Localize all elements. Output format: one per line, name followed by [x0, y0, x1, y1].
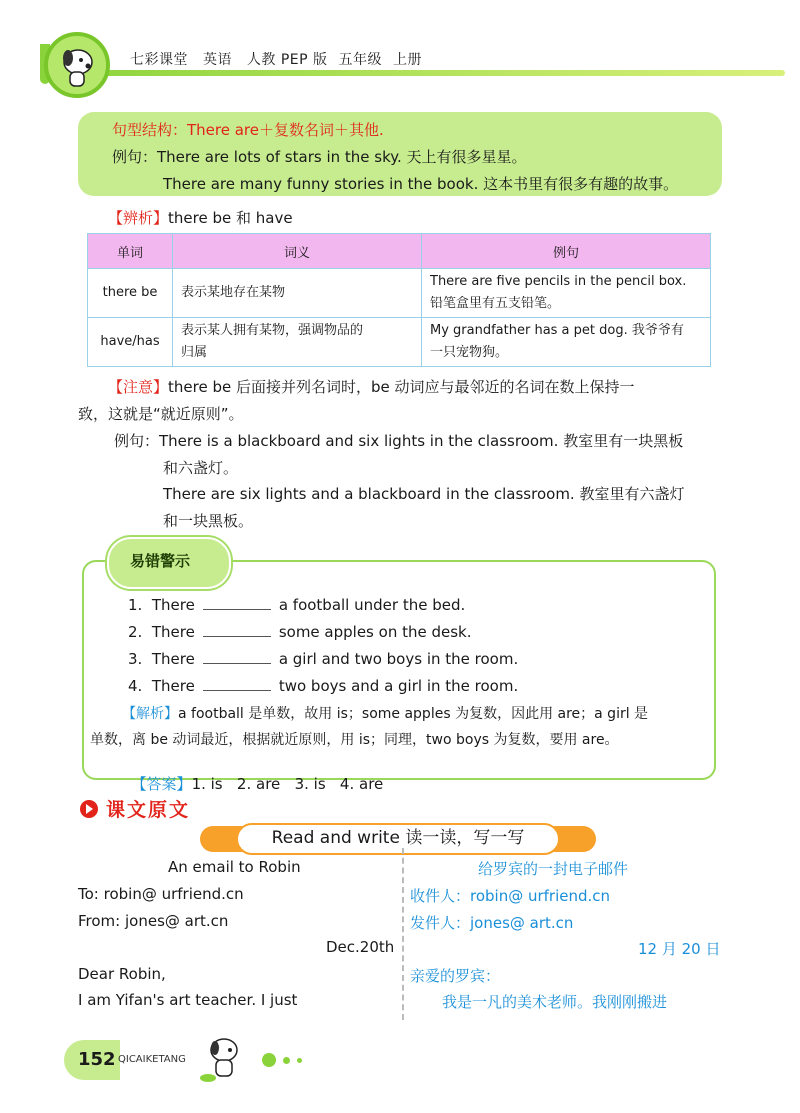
email-body-cn: 我是一凡的美术老师。我刚刚搬进 — [442, 993, 668, 1011]
header-grade: 五年级 — [338, 52, 382, 68]
table-cell-word: have/has — [88, 318, 173, 367]
analysis-line-1: 【解析】a football 是单数，故用 is；some apples 为复数，因此用 are；a girl 是 — [122, 706, 649, 722]
answer-blank — [203, 676, 271, 691]
note-example-2-cont: 和一块黑板。 — [163, 512, 254, 530]
note-label: 【注意】 — [108, 378, 169, 396]
dog-painting-icon — [196, 1030, 252, 1086]
note-example-2: There are six lights and a blackboard in the classroom. 教室里有六盏灯 — [163, 485, 685, 503]
pattern-example-1: 例句：There are lots of stars in the sky. 天上有很多星星。 — [112, 148, 527, 166]
table-header-word: 单词 — [88, 234, 173, 269]
email-from-cn: 发件人：jones@ art.cn — [410, 914, 574, 932]
page-number: 152 — [64, 1040, 120, 1080]
note-example-1-cont: 和六盏灯。 — [163, 459, 239, 477]
email-from-en: From: jones@ art.cn — [78, 912, 229, 930]
table-header-example: 例句 — [422, 234, 711, 269]
exercise-item: 3. There a girl and two boys in the room. — [128, 650, 519, 668]
pattern-structure: 句型结构：There are＋复数名词＋其他. — [112, 121, 384, 139]
exercise-item: 1. There a football under the bed. — [128, 596, 466, 614]
email-title-en: An email to Robin — [168, 858, 301, 876]
pattern-example-label: 例句： — [112, 148, 158, 166]
footer-dot — [283, 1057, 290, 1064]
table-cell-meaning: 表示某人拥有某物，强调物品的 归属 — [173, 318, 422, 367]
pattern-example-2: There are many funny stories in the book. 这本书里有很多有趣的故事。 — [163, 175, 679, 193]
table-cell-example: There are five pencils in the pencil box. 铅笔盒里有五支铅笔。 — [422, 269, 711, 318]
table-cell-meaning: 表示某地存在某物 — [173, 269, 422, 318]
exercise-item: 4. There two boys and a girl in the room. — [128, 677, 519, 695]
play-icon — [80, 800, 98, 818]
mascot-badge — [44, 32, 110, 98]
header-edition: 人教 PEP 版 — [246, 52, 328, 68]
email-body-en: I am Yifan's art teacher. I just — [78, 991, 298, 1009]
exercise-item: 2. There some apples on the desk. — [128, 623, 472, 641]
header-series: 七彩课堂 — [130, 52, 188, 68]
email-date-cn: 12 月 20 日 — [638, 940, 721, 958]
analysis-label: 【解析】 — [122, 706, 178, 722]
bianxi-heading — [108, 207, 293, 228]
email-to-cn: 收件人：robin@ urfriend.cn — [410, 887, 611, 905]
email-greeting-en: Dear Robin, — [78, 965, 166, 983]
footer-dot — [297, 1058, 302, 1063]
bianxi-label: 【辨析】 — [108, 209, 169, 227]
comparison-table — [87, 233, 711, 367]
answer-blank — [203, 622, 271, 637]
answer-blank — [203, 649, 271, 664]
table-header-meaning: 词义 — [173, 234, 422, 269]
email-to-en: To: robin@ urfriend.cn — [78, 885, 244, 903]
warning-title: 易错警示 — [130, 552, 191, 570]
footer-brand: QICAIKETANG — [118, 1054, 186, 1065]
email-greeting-cn: 亲爱的罗宾： — [410, 967, 501, 985]
section-title: 课文原文 — [106, 799, 191, 821]
table-row — [88, 269, 711, 318]
header-subject: 英语 — [202, 52, 232, 68]
footer-dot — [262, 1053, 276, 1067]
email-title-cn: 给罗宾的一封电子邮件 — [478, 860, 629, 878]
answer-label: 【答案】 — [131, 775, 192, 793]
dog-mascot-icon — [48, 36, 106, 94]
answer-line: 【答案】1. is 2. are 3. is 4. are — [131, 775, 384, 793]
email-date-en: Dec.20th — [326, 938, 395, 956]
analysis-line-2: 单数，离 be 动词最近，根据就近原则，用 is；同理，two boys 为复数，要用 are。 — [90, 732, 619, 748]
answer-blank — [203, 595, 271, 610]
header-title — [130, 49, 432, 69]
header-bar — [40, 70, 785, 76]
table-cell-example: My grandfather has a pet dog. 我爷爷有 一只宠物狗。 — [422, 318, 711, 367]
table-row — [88, 318, 711, 367]
column-divider — [402, 848, 404, 1020]
table-header-row — [88, 234, 711, 269]
note-line-2: 致，这就是“就近原则”。 — [78, 405, 244, 423]
note-example-1: 例句：There is a blackboard and six lights in the classroom. 教室里有一块黑板 — [114, 432, 684, 450]
table-cell-word: there be — [88, 269, 173, 318]
note-line-1: 【注意】there be 后面接并列名词时，be 动词应与最邻近的名词在数上保持一 — [108, 378, 635, 396]
read-write-banner: Read and write 读一读，写一写 — [271, 828, 525, 848]
bianxi-text: there be 和 have — [168, 209, 293, 227]
header-volume: 上册 — [392, 52, 422, 68]
